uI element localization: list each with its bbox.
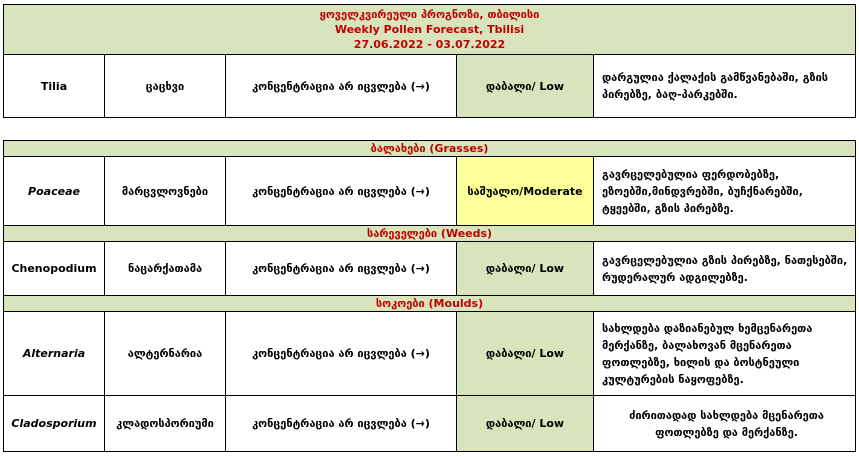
forecast-dates: 27.06.2022 - 03.07.2022 [353,38,506,51]
concentration-trend: კონცენტრაცია არ იცვლება (→) [226,242,457,296]
pollen-table [3,140,856,452]
species-name: Chenopodium [4,242,105,296]
species-local-name: მარცვლოვნები [105,157,226,226]
table-row [4,242,856,296]
species-local-name: ნაცარქათამა [105,242,226,296]
concentration-trend: კონცენტრაცია არ იცვლება (→) [226,396,457,452]
habitat-description: დარგულია ქალაქის გამწვანებაში, გზის პირებზე, ბაღ-პარკებში. [594,55,856,118]
table-row [4,55,856,118]
concentration-trend: კონცენტრაცია არ იცვლება (→) [226,55,457,118]
section-grasses [4,141,856,157]
section-label: სარეველები (Weeds) [4,226,856,242]
concentration-trend: კონცენტრაცია არ იცვლება (→) [226,312,457,396]
species-name: Alternaria [4,312,105,396]
species-name: Tilia [4,55,105,118]
pollen-level: დაბალი/ Low [457,396,594,452]
habitat-description: სახლდება დაზიანებულ ხემცენარეთა მერქანზე, ბალახოვან მცენარეთა ფოთლებზე, ხილის და ბოსტნეული კულტურების ნაყოფებზე. [594,312,856,396]
habitat-description: გავრცელებულია გზის პირებზე, ნათესებში, რუდერალურ ადგილებზე. [594,242,856,296]
forecast-header [4,5,856,55]
section-weeds [4,226,856,242]
species-name: Poaceae [4,157,105,226]
species-name: Cladosporium [4,396,105,452]
pollen-level: საშუალო/Moderate [457,157,594,226]
tree-pollen-table [3,4,856,118]
species-local-name: ცაცხვი [105,55,226,118]
habitat-description: გავრცელებულია ფერდობებზე, ეზოებში,მინდვრებში, ბუჩქნარებში, ტყეებში, გზის პირებზე. [594,157,856,226]
table-row [4,396,856,452]
section-label: სოკოები (Moulds) [4,296,856,312]
title-english: Weekly Pollen Forecast, Tbilisi [334,23,525,36]
forecast-header-cell [4,5,856,55]
table-row [4,312,856,396]
table-row [4,157,856,226]
pollen-level: დაბალი/ Low [457,242,594,296]
habitat-description: ძირითადად სახლდება მცენარეთა ფოთლებზე და მერქანზე. [594,396,856,452]
species-local-name: კლადოსპორიუმი [105,396,226,452]
pollen-level: დაბალი/ Low [457,55,594,118]
title-georgian: ყოველკვირეული პროგნოზი, თბილისი [319,8,540,21]
section-label: ბალახები (Grasses) [4,141,856,157]
species-local-name: ალტერნარია [105,312,226,396]
concentration-trend: კონცენტრაცია არ იცვლება (→) [226,157,457,226]
section-moulds [4,296,856,312]
pollen-level: დაბალი/ Low [457,312,594,396]
